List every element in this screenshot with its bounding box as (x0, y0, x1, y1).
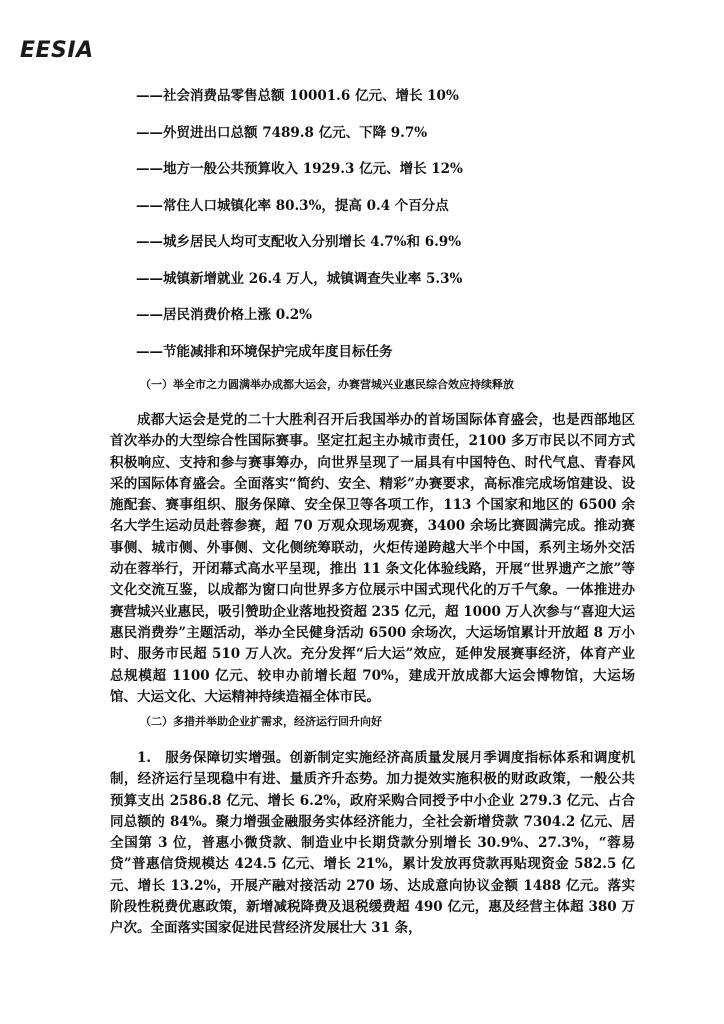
indicator-item: ——居民消费价格上涨 0.2% (136, 307, 313, 323)
body-paragraph-universiade: 成都大运会是党的二十大胜利召开后我国举办的首场国际体育盛会，也是西部地区首次举办的大型综合性国际赛事。坚定扛起主办城市责任，2100 多万市民以不同方式积极响应、支持和参与赛事筹办，向世界呈现了一届具有中国特色、时代气息、青春风采的国际体育盛会。全面落实“简约、安全、精彩”办赛要求，高标准完成场馆建设、设施配套、赛事组织、服务保障、安全保卫等各项工作，113 个国家和地区的 6500 余名大学生运动员赴蓉参赛，超 70 万观众现场观赛，3400 余场比赛圆满完成。推动赛事侧、城市侧、外事侧、文化侧统筹联动，火炬传递跨越大半个中国，系列主场外交活动在蓉举行，开闭幕式高水平呈现，推出 11 条文化体验线路，开展“世界遗产之旅”等文化交流互鉴，以成都为窗口向世界多方位展示中国式现代化的万千气象。一体推进办赛营城兴业惠民，吸引赞助企业落地投资超 235 亿元，超 1000 万人次参与“喜迎大运惠民消费券”主题活动，举办全民健身活动 6500 余场次，大运场馆累计开放超 8 万小时、服务市民超 510 万人次。充分发挥“后大运”效应，延伸发展赛事经济，体育产业总规模超 1100 亿元、较申办前增长超 70%，建成开放成都大运会博物馆，大运场馆、大运文化、大运精神持续造福全体市民。 (110, 412, 635, 705)
section-heading-economy: （二）多措并举助企业扩需求，经济运行回升向好 (140, 715, 382, 728)
indicator-item: ——常住人口城镇化率 80.3%，提高 0.4 个百分点 (136, 197, 449, 214)
indicator-item: ——节能减排和环境保护完成年度目标任务 (136, 343, 393, 360)
indicator-item: ——外贸进出口总额 7489.8 亿元、下降 9.7% (136, 124, 428, 141)
body-paragraph-economy: 1. 服务保障切实增强。创新制定实施经济高质量发展月季调度指标体系和调度机制，经济运行呈现稳中有进、量质齐升态势。加力提效实施积极的财政政策，一般公共预算支出 2586.8 亿元、增长 6.2%，政府采购合同授予中小企业 279.3 亿元、占合同总额的 84%。聚力增强金融服务实体经济能力，全社会新增贷款 7304.2 亿元、居全国第 3 位，普惠小微贷款、制造业中长期贷款分别增长 30.9%、27.3%，“蓉易贷”普惠信贷规模达 424.5 亿元、增长 21%，累计发放再贷款再贴现资金 582.5 亿元、增长 13.2%，开展产融对接活动 270 场、达成意向协议金额 1488 亿元。落实阶段性税费优惠政策，新增减税降费及退税缓费超 490 亿元，惠及经营主体超 380 万户次。全面落实国家促进民营经济发展壮大 31 条， (110, 750, 635, 937)
indicator-item: ——城镇新增就业 26.4 万人，城镇调查失业率 5.3% (136, 270, 463, 287)
section-heading-universiade: （一）举全市之力圆满举办成都大运会，办赛营城兴业惠民综合效应持续释放 (140, 378, 514, 391)
indicator-item: ——社会消费品零售总额 10001.6 亿元、增长 10% (136, 88, 459, 104)
indicator-list (136, 88, 656, 380)
indicator-item: ——地方一般公共预算收入 1929.3 亿元、增长 12% (136, 161, 463, 177)
eesia-logo: EESIA (20, 38, 94, 63)
indicator-item: ——城乡居民人均可支配收入分别增长 4.7%和 6.9% (136, 234, 462, 250)
